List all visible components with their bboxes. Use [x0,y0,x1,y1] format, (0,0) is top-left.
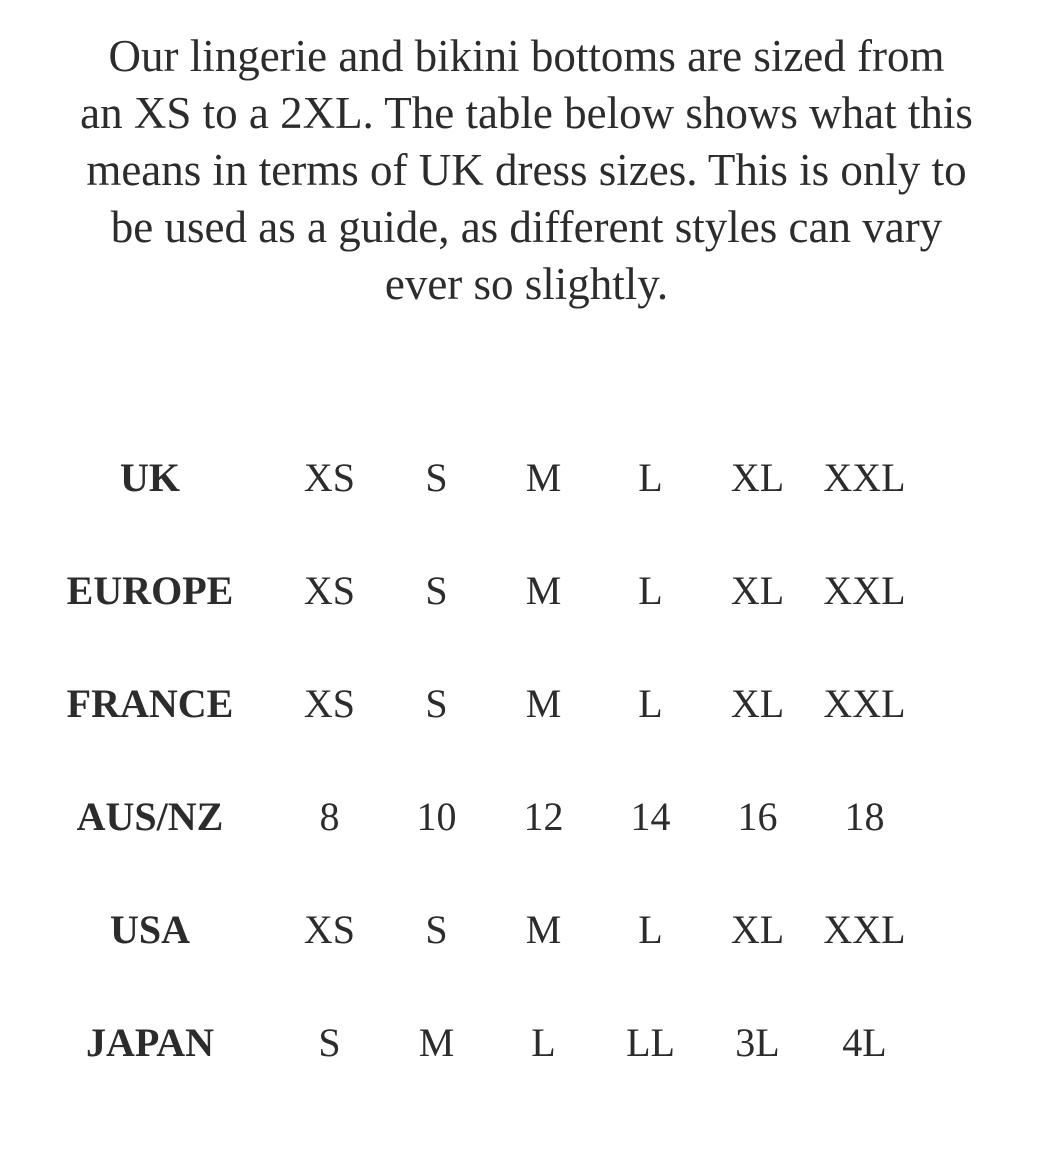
size-value: XXL [823,568,906,613]
size-value: XL [730,568,785,613]
size-value: L [531,1020,556,1065]
size-value: 12 [523,794,564,839]
table-row-europe [24,534,1053,647]
table-row-uk [24,421,1053,534]
size-value: XS [303,568,356,613]
size-value: 8 [319,794,340,839]
size-value: XS [303,681,356,726]
size-value: S [425,907,448,952]
size-value: 18 [844,794,885,839]
intro-line: Our lingerie and bikini bottoms are sized from [108,31,945,81]
size-value: L [638,681,663,726]
intro-line: ever so slightly. [384,259,669,309]
size-value: M [525,455,562,500]
size-value: XL [730,907,785,952]
size-value: M [525,568,562,613]
region-label: AUS/NZ [76,794,224,839]
size-value: XL [730,455,785,500]
size-value: 3L [735,1020,780,1065]
size-value: 10 [416,794,457,839]
table-row-japan [24,986,1053,1099]
region-label: UK [120,455,180,500]
region-label: JAPAN [85,1020,215,1065]
size-value: M [525,681,562,726]
size-value: S [318,1020,341,1065]
size-value: XXL [823,907,906,952]
size-value: XXL [823,455,906,500]
region-label: USA [109,907,191,952]
size-value: XL [730,681,785,726]
size-value: XS [303,455,356,500]
intro-line: be used as a guide, as different styles can vary [110,202,943,252]
size-value: LL [626,1020,675,1065]
size-value: M [525,907,562,952]
size-value: 16 [737,794,778,839]
size-value: S [425,455,448,500]
size-value: S [425,568,448,613]
intro-text [0,0,1053,313]
size-value: L [638,568,663,613]
region-label: EUROPE [66,568,234,613]
size-value: 4L [842,1020,887,1065]
table-row-france [24,647,1053,760]
size-value: L [638,907,663,952]
size-value: S [425,681,448,726]
table-row-ausnz [24,760,1053,873]
region-label: FRANCE [66,681,234,726]
size-value: M [418,1020,455,1065]
intro-line: means in terms of UK dress sizes. This is only to [86,145,967,195]
size-value: XS [303,907,356,952]
size-value: XXL [823,681,906,726]
size-value: L [638,455,663,500]
intro-line: an XS to a 2XL. The table below shows what this [80,88,973,138]
size-value: 14 [630,794,671,839]
size-conversion-table [24,421,1053,1099]
table-row-usa [24,873,1053,986]
